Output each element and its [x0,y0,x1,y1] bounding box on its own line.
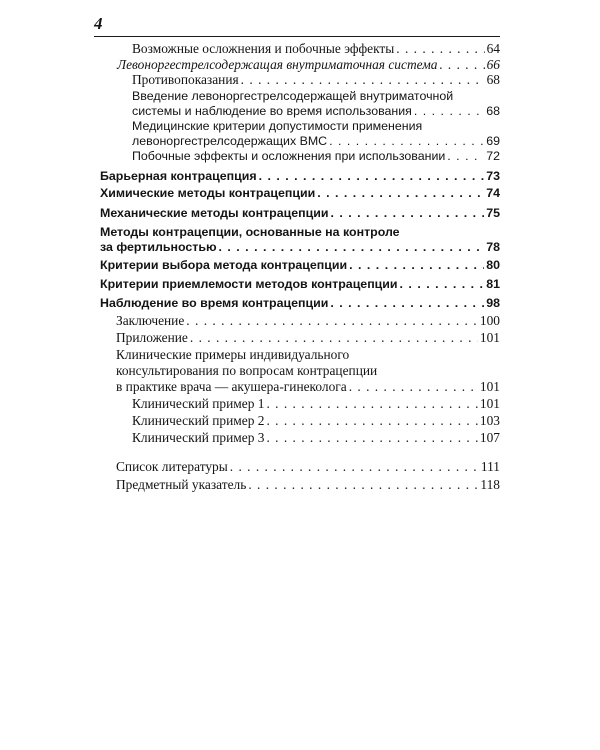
toc-entry-page: 118 [480,477,500,492]
dot-leader [330,296,484,311]
toc-entry-title: Противопоказания [132,72,239,87]
toc-entry-page: 72 [486,149,500,163]
dot-leader [259,169,485,184]
dot-leader [241,72,485,87]
toc-entry-page: 100 [479,313,500,328]
dot-leader [330,206,484,221]
toc-entry-title: Побочные эффекты и осложнения при использовании [132,149,446,163]
dot-leader [248,477,478,492]
dot-leader [219,240,485,255]
toc-entry[interactable] [132,72,500,87]
toc-entry-title: за фертильностью [100,240,217,254]
toc-entry[interactable] [116,477,500,492]
toc-entry-title: Клинический пример 1 [132,396,265,411]
toc-entry[interactable] [100,296,500,311]
toc-entry-title: Критерии выбора метода контрацепции [100,258,348,272]
dot-leader [317,186,484,201]
dot-leader [329,134,484,149]
toc-entry[interactable] [116,330,500,345]
dot-leader [186,313,478,328]
toc-entry-page: 68 [486,104,500,118]
toc-entry-title-line: Методы контрацепции, основанные на контроле [100,225,400,239]
toc-entry-title: Механические методы контрацепции [100,206,329,220]
toc-entry[interactable] [132,41,500,56]
toc-entry-title: Приложение [116,330,188,345]
toc-entry[interactable] [132,430,500,445]
toc-entry-title: левоноргестрелсодержащих ВМС [132,134,328,148]
dot-leader [349,379,478,394]
toc-entry[interactable] [132,104,500,119]
toc-entry[interactable] [132,413,500,428]
toc-entry-page: 101 [479,396,500,411]
toc-entry-page: 98 [486,296,500,310]
dot-leader [400,277,485,292]
toc-entry-title-line: Введение левоноргестрелсодержащей внутриматочной [132,89,454,103]
toc-entry-title: Список литературы [116,459,228,474]
toc-entry[interactable] [116,459,500,474]
toc-entry[interactable] [116,313,500,328]
toc-entry-title: в практике врача — акушера-гинеколога [116,379,347,394]
dot-leader [349,258,484,273]
toc-entry-title: Клинический пример 2 [132,413,265,428]
toc-entry-page: 75 [486,206,500,220]
toc-entry-page: 73 [486,169,500,183]
toc-entry[interactable] [117,57,500,72]
toc-entry[interactable] [100,240,500,255]
dot-leader [266,413,477,428]
dot-leader [190,330,478,345]
toc-entry-page: 101 [479,330,500,345]
toc-entry-title: Критерии приемлемости методов контрацепции [100,277,398,291]
page-number: 4 [94,14,103,33]
toc-entry-page: 101 [479,379,500,394]
toc-entry-page: 103 [479,413,500,428]
dot-leader [266,396,477,411]
toc-entry[interactable] [132,134,500,149]
toc-entry-title: Химические методы контрацепции [100,186,316,200]
toc-entry-page: 111 [480,459,500,474]
toc-entry[interactable] [100,186,500,201]
dot-leader [447,149,484,164]
toc-entry-title-line: Клинические примеры индивидуального [116,347,350,362]
dot-leader [266,430,477,445]
toc-entry[interactable] [132,396,500,411]
dot-leader [414,104,484,119]
toc-entry[interactable] [100,206,500,221]
toc-entry[interactable] [116,379,500,394]
dot-leader [439,57,484,72]
toc-entry[interactable] [100,277,500,292]
toc-entry-title: Наблюдение во время контрацепции [100,296,329,310]
dot-leader [230,459,479,474]
toc-entry-page: 78 [486,240,500,254]
toc-entry-page: 81 [486,277,500,291]
toc-entry[interactable] [100,258,500,273]
toc-entry-title: Возможные осложнения и побочные эффекты [132,41,395,56]
toc-entry-title: Заключение [116,313,185,328]
toc-entry-page: 64 [486,41,500,56]
toc-entry[interactable] [100,169,500,184]
toc-entry-page: 74 [486,186,500,200]
toc-entry-title-line: Медицинские критерии допустимости применения [132,119,423,133]
toc-entry-page: 68 [486,72,500,87]
toc-entry-title: системы и наблюдение во время использования [132,104,412,118]
dot-leader [396,41,484,56]
toc-entry[interactable] [132,149,500,164]
toc-entry-title-line: консультирования по вопросам контрацепции [116,363,378,378]
toc-entry-page: 107 [479,430,500,445]
toc-entry-page: 80 [486,258,500,272]
toc-entry-title: Левоноргестрелсодержащая внутриматочная система [117,57,438,72]
toc-entry-page: 69 [486,134,500,148]
toc-entry-title: Клинический пример 3 [132,430,265,445]
toc-entry-page: 66 [486,57,500,72]
header-rule [94,36,500,37]
toc-entry-title: Барьерная контрацепция [100,169,257,183]
toc-entry-title: Предметный указатель [116,477,247,492]
